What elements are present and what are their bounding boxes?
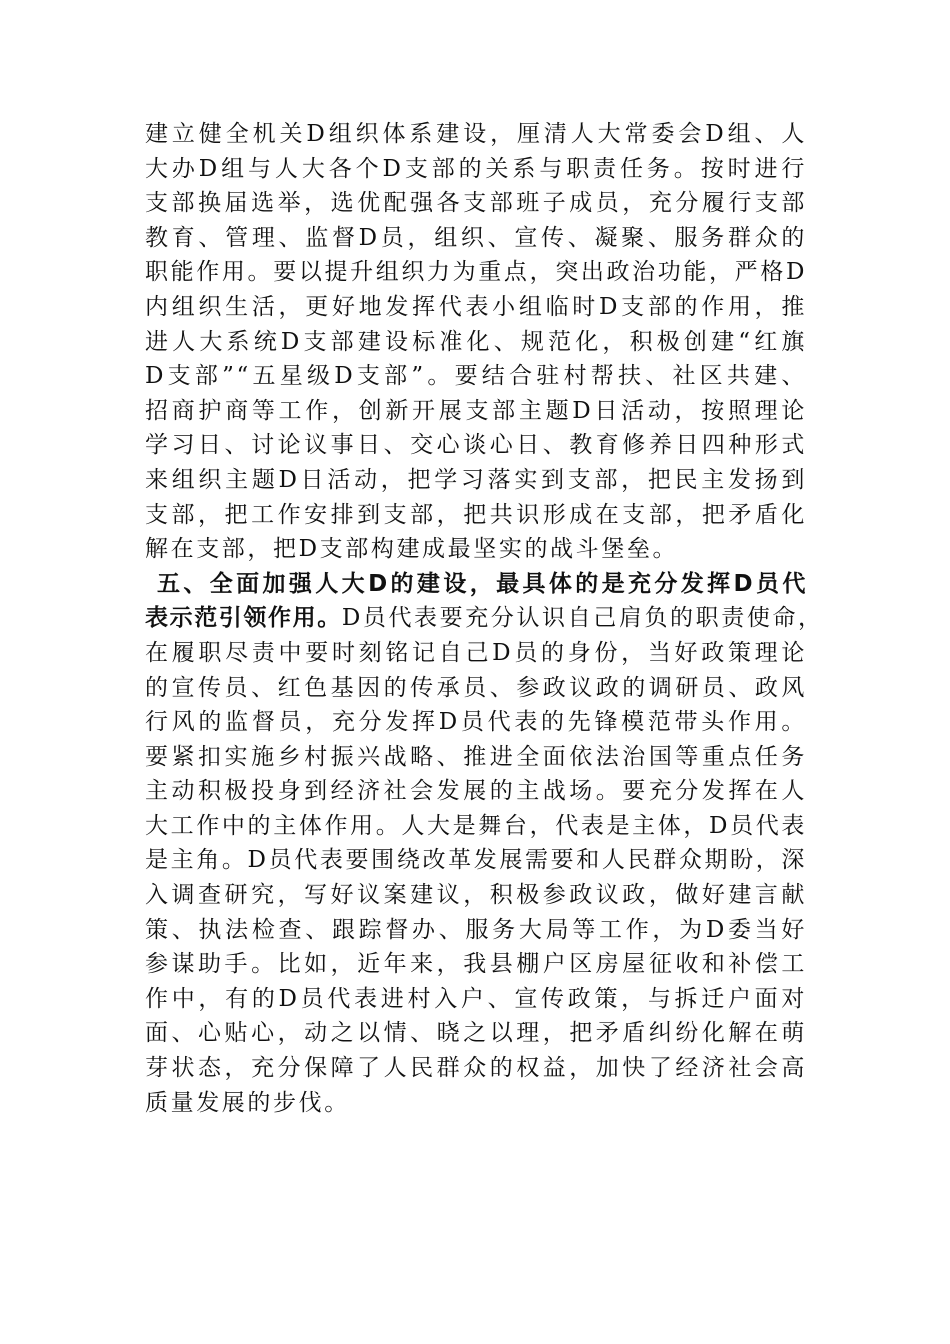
section-heading: 五、全面加强人大D的建设，最具体的是充分发挥D员代 — [157, 570, 807, 597]
section-heading-end: 表示范引领作用。 — [145, 605, 342, 632]
document-body — [145, 117, 824, 1120]
text-line: 入调查研究，写好议案建议，积极参政议政，做好建言献 — [145, 882, 807, 909]
text-span: D员代表要充分认识自己肩负的职责使命， — [341, 605, 824, 632]
text-line: 的宣传员、红色基因的传承员、参政议政的调研员、政风 — [145, 674, 807, 701]
paragraph-2 — [145, 567, 824, 1121]
text-line: 在履职尽责中要时刻铭记自己D员的身份，当好政策理论 — [145, 639, 807, 666]
text-line: 支部，把工作安排到支部，把共识形成在支部，把矛盾化 — [145, 501, 807, 528]
text-line: 学习日、讨论议事日、交心谈心日、教育修养日四种形式 — [145, 432, 807, 459]
text-line: 教育、管理、监督D员，组织、宣传、凝聚、服务群众的 — [145, 224, 807, 251]
text-line: 芽状态，充分保障了人民群众的权益，加快了经济社会高 — [145, 1055, 807, 1082]
text-line: 大办D组与人大各个D支部的关系与职责任务。按时进行 — [145, 155, 807, 182]
text-line: 参谋助手。比如，近年来，我县棚户区房屋征收和补偿工 — [145, 951, 807, 978]
text-line: 主动积极投身到经济社会发展的主战场。要充分发挥在人 — [145, 778, 807, 805]
text-line: 质量发展的步伐。 — [145, 1089, 350, 1116]
text-line: 职能作用。要以提升组织力为重点，突出政治功能，严格D — [145, 259, 807, 286]
text-line: 作中，有的D员代表进村入户、宣传政策，与拆迁户面对 — [145, 985, 807, 1012]
text-line: 解在支部，把D支部构建成最坚实的战斗堡垒。 — [145, 536, 679, 563]
text-line: 策、执法检查、跟踪督办、服务大局等工作，为D委当好 — [145, 916, 807, 943]
text-line: 要紧扣实施乡村振兴战略、推进全面依法治国等重点任务 — [145, 743, 807, 770]
text-line: 支部换届选举，选优配强各支部班子成员，充分履行支部 — [145, 190, 807, 217]
text-line — [145, 601, 824, 636]
text-line: 大工作中的主体作用。人大是舞台，代表是主体，D员代表 — [145, 812, 807, 839]
text-line: 面、心贴心，动之以情、晓之以理，把矛盾纠纷化解在萌 — [145, 1020, 807, 1047]
text-line: 建立健全机关D组织体系建设，厘清人大常委会D组、人 — [145, 121, 807, 147]
text-line: D支部”“五星级D支部”。要结合驻村帮扶、社区共建、 — [145, 363, 807, 390]
text-line: 内组织生活，更好地发挥代表小组临时D支部的作用，推 — [145, 293, 807, 320]
text-line: 是主角。D员代表要围绕改革发展需要和人民群众期盼，深 — [145, 847, 807, 874]
paragraph-1 — [145, 117, 807, 567]
text-line: 进人大系统D支部建设标准化、规范化，积极创建“红旗 — [145, 328, 807, 355]
text-line: 来组织主题D日活动，把学习落实到支部，把民主发扬到 — [145, 466, 807, 493]
text-line: 招商护商等工作，创新开展支部主题D日活动，按照理论 — [145, 397, 807, 424]
text-line: 行风的监督员，充分发挥D员代表的先锋模范带头作用。 — [145, 709, 807, 736]
